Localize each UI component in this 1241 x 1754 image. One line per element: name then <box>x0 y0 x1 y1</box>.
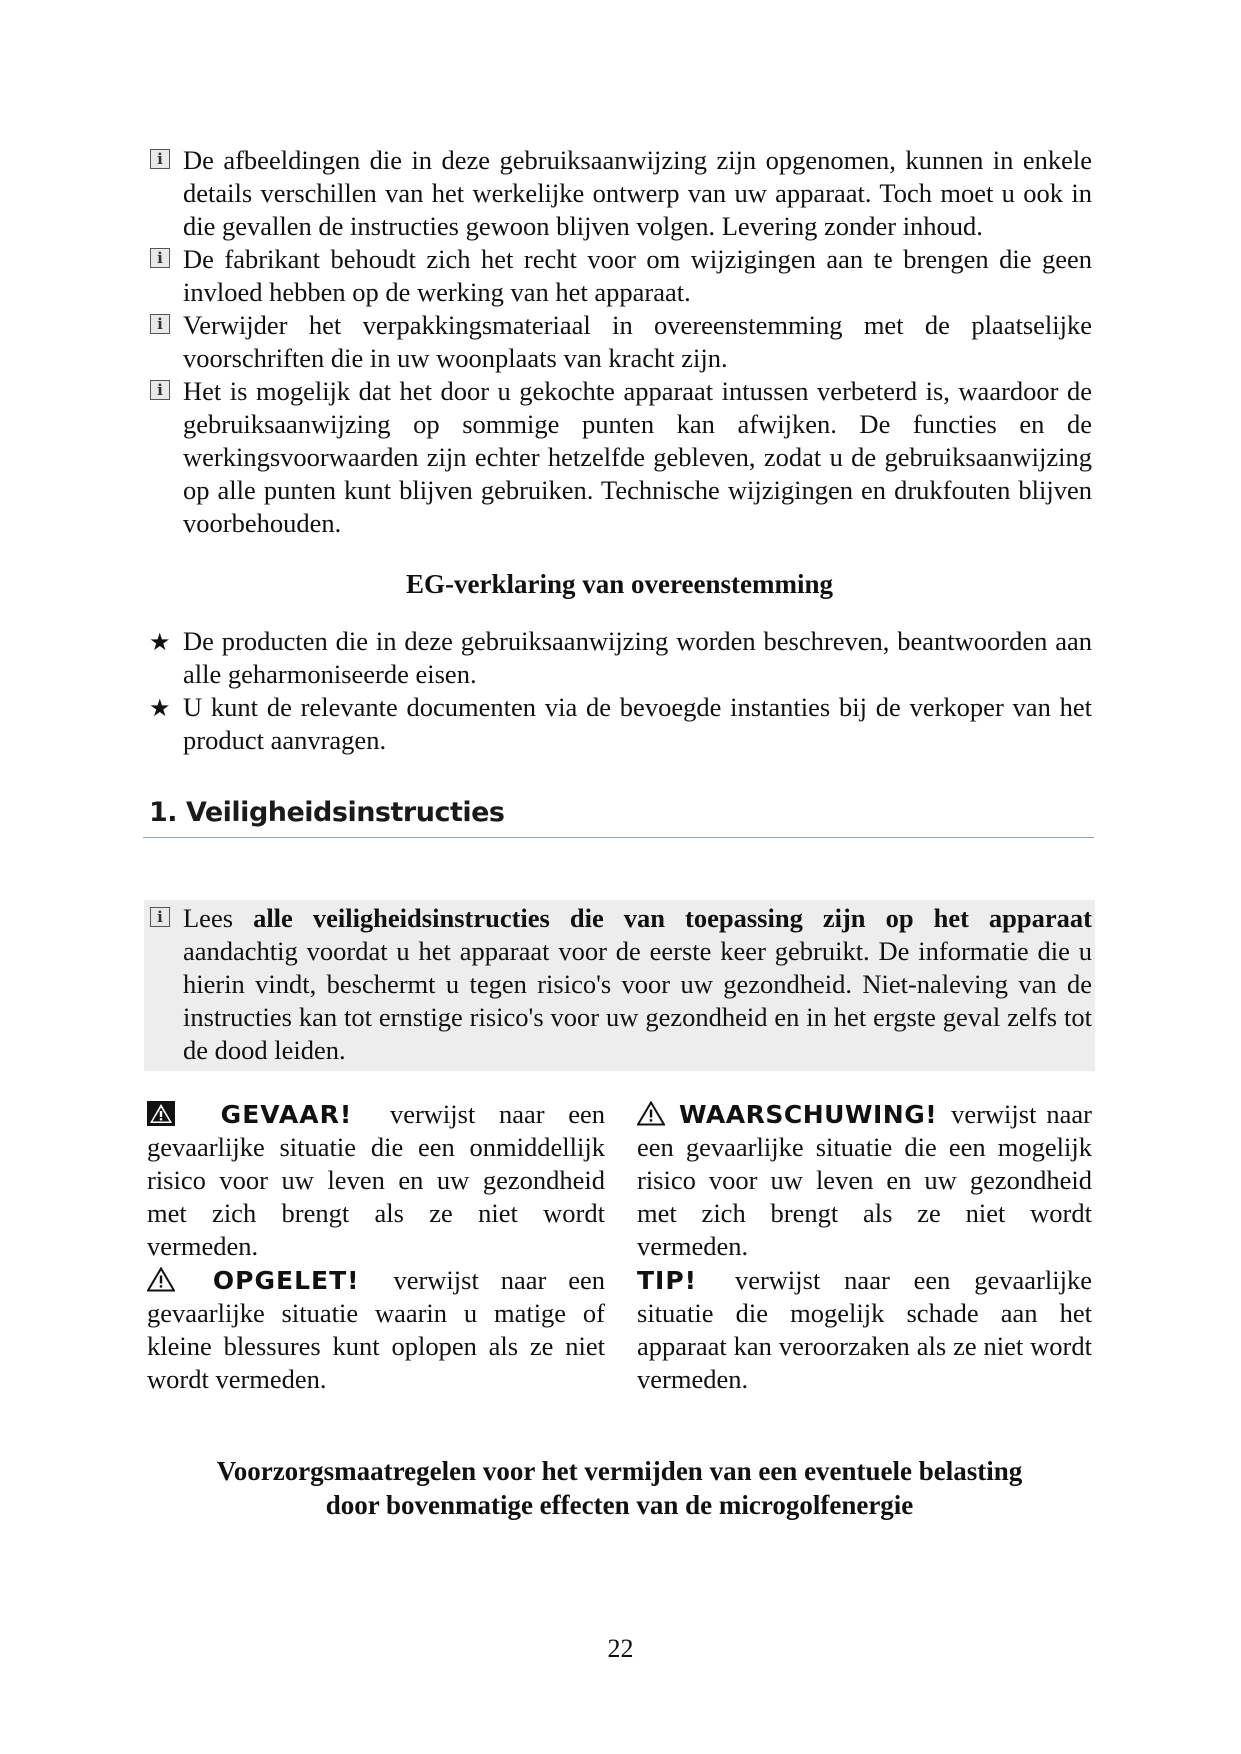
safety-notice <box>144 900 1095 1071</box>
section-heading <box>147 797 1092 838</box>
definitions-right <box>637 1098 1092 1396</box>
page-number: 22 <box>607 1634 634 1663</box>
notice-lead: Lees <box>183 903 234 933</box>
info-item: i De fabrikant behoudt zich het recht voor om wijzigingen aan te brengen die geen invloed hebben op de werking van het apparaat. <box>147 243 1092 309</box>
precautions-heading <box>147 1454 1092 1522</box>
star-bullet-icon: ★ <box>149 696 171 722</box>
info-icon: i <box>150 907 170 927</box>
eg-list <box>147 625 1092 757</box>
warning-triangle-icon <box>147 1267 175 1292</box>
precautions-line1: Voorzorgsmaatregelen voor het vermijden van een eventuele belasting <box>216 1456 1023 1486</box>
notice-bold: alle veiligheidsinstructies die van toepassing zijn op het apparaat <box>253 903 1092 933</box>
eg-item: ★ U kunt de relevante documenten via de bevoegde instanties bij de verkoper van het product aanvragen. <box>149 692 1092 755</box>
opgelet-label: OPGELET! <box>212 1266 360 1295</box>
definition-waarschuwing <box>637 1098 1092 1263</box>
opgelet-text: verwijst naar een gevaarlijke situatie waarin u matige of kleine blessures kunt oplopen als ze niet wordt vermeden. <box>147 1265 606 1394</box>
info-item: i Het is mogelijk dat het door u gekochte apparaat intussen verbeterd is, waardoor de gebruiksaanwijzing op sommige punten kan afwijken. De functies en de werkingsvoorwaarden zijn echter hetzelfde gebleven, zodat u de gebruiksaanwijzing op alle punten kunt blijven gebruiken. Technische wijzigingen en drukfouten blijven voorbehouden. <box>147 375 1092 540</box>
section-rule <box>143 837 1094 838</box>
warning-triangle-icon <box>147 1101 175 1126</box>
info-icon: i <box>150 314 170 334</box>
info-list <box>147 144 1092 540</box>
page-content <box>147 144 1092 1522</box>
eg-heading: EG-verklaring van overeenstemming <box>406 569 833 599</box>
definition-gevaar <box>147 1098 605 1263</box>
tip-text: verwijst naar een gevaarlijke situatie die mogelijk schade aan het apparaat kan veroorzaken als ze niet wordt vermeden. <box>637 1265 1092 1394</box>
section-title: 1. Veiligheidsinstructies <box>149 797 505 828</box>
info-item: i Verwijder het verpakkingsmateriaal in overeenstemming met de plaatselijke voorschriften die in uw woonplaats van kracht zijn. <box>147 309 1092 375</box>
notice-item <box>147 902 1092 1067</box>
tip-label: TIP! <box>637 1266 698 1295</box>
star-bullet-icon: ★ <box>149 630 171 656</box>
info-icon: i <box>150 380 170 400</box>
precautions-line2: door bovenmatige effecten van de microgolfenergie <box>325 1490 914 1520</box>
definitions <box>147 1098 1092 1396</box>
gevaar-label: GEVAAR! <box>220 1100 353 1129</box>
notice-rest: aandachtig voordat u het apparaat voor de eerste keer gebruikt. De informatie die u hierin vindt, beschermt u tegen risico's voor uw gezondheid. Niet-naleving van de instructies kan tot ernstige risico's voor uw gezondheid en in het ergste geval zelfs tot de dood leiden. <box>183 936 1092 1065</box>
waarschuwing-label: WAARSCHUWING! <box>678 1100 938 1129</box>
waarschuwing-text: verwijst naar een gevaarlijke situatie die een mogelijk risico voor uw leven en uw gezondheid met zich brengt als ze niet wordt vermeden. <box>637 1099 1092 1261</box>
eg-item: ★ De producten die in deze gebruiksaanwijzing worden beschreven, beantwoorden aan alle geharmoniseerde eisen. <box>149 626 1092 689</box>
info-item: i De afbeeldingen die in deze gebruiksaanwijzing zijn opgenomen, kunnen in enkele details verschillen van het werkelijke ontwerp van uw apparaat. Toch moet u ook in die gevallen de instructies gewoon blijven volgen. Levering zonder inhoud. <box>147 144 1092 243</box>
definition-tip <box>637 1264 1092 1396</box>
warning-triangle-icon <box>637 1101 665 1126</box>
definition-opgelet <box>147 1264 605 1396</box>
info-icon: i <box>150 149 170 169</box>
info-icon: i <box>150 248 170 268</box>
definitions-left <box>147 1098 605 1396</box>
gevaar-text: verwijst naar een gevaarlijke situatie die een onmiddellijk risico voor uw leven en uw gezondheid met zich brengt als ze niet wordt vermeden. <box>147 1099 606 1261</box>
